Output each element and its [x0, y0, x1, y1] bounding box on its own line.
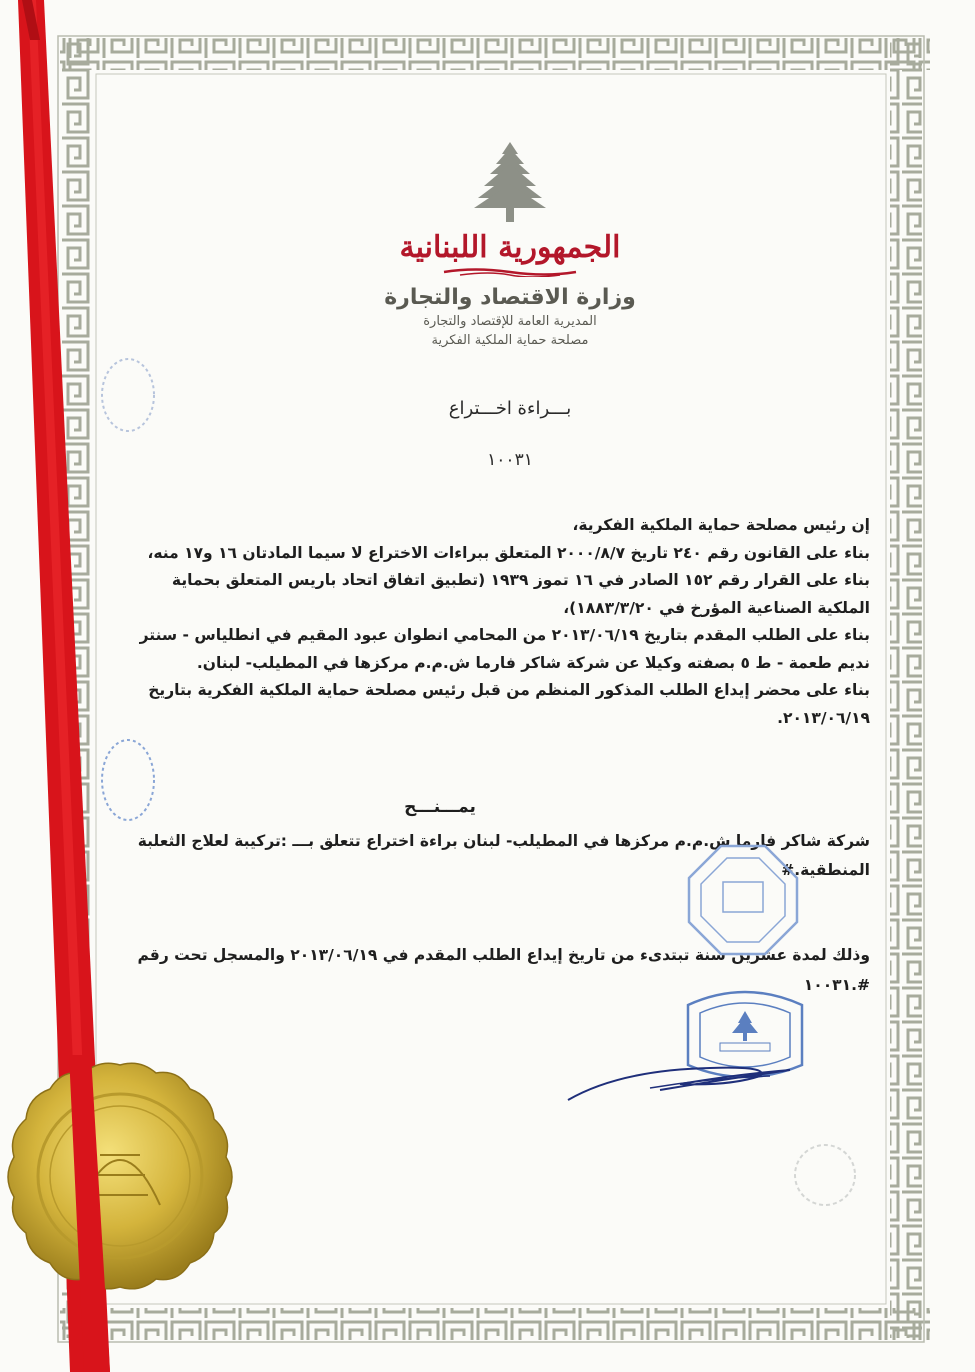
duration-line: وذلك لمدة عشرين سنة تبتدىء من تاريخ إيداع الطلب المقدم في ٢٠١٣/٠٦/١٩ والمسجل تحت رقم	[137, 946, 870, 964]
body-line: بناء على محضر إيداع الطلب المذكور المنظم من قبل رئيس مصلحة حماية الملكية الفكرية بتاريخ	[148, 681, 870, 699]
ribbon-over-seal	[0, 1055, 200, 1372]
body-line: إن رئيس مصلحة حماية الملكية الفكرية،	[572, 516, 870, 534]
office-name: مصلحة حماية الملكية الفكرية	[431, 333, 589, 348]
cedar-icon	[470, 140, 550, 224]
body-line: نديم طعمة - ط ٥ بصفته وكيلا عن شركة شاكر فارما ش.م.م مركزها في المطيلب- لبنان.	[196, 653, 870, 672]
body-line: بناء على الطلب المقدم بتاريخ ٢٠١٣/٠٦/١٩ من المحامي انطوان عبود المقيم في انطلياس - سنتر	[139, 626, 870, 644]
grant-heading: يمـــنـــح	[404, 797, 476, 817]
ministry-name: وزارة الاقتصاد والتجارة	[384, 285, 636, 310]
grant-line: المنطقية.#	[781, 861, 870, 879]
directorate-name: المديرية العامة للإقتصاد والتجارة	[423, 314, 597, 329]
document-number: ١٠٠٣١	[487, 450, 533, 470]
blue-stamp	[683, 840, 803, 960]
letterhead	[300, 140, 720, 348]
duration-line: #.١٠٠٣١	[803, 976, 870, 994]
red-underline	[440, 267, 580, 277]
body-line: ٢٠١٣/٠٦/١٩.	[777, 708, 870, 727]
body-line: بناء على القرار رقم ١٥٢ الصادر في ١٦ تموز ١٩٣٩ (تطبيق اتفاق اتحاد باريس المتعلق بحماية	[171, 571, 870, 589]
body-line: الملكية الصناعية المؤرخ في ١٨٨٣/٣/٢٠)،	[563, 598, 870, 617]
document-title: بـــراءة اخـــتراع	[448, 398, 572, 419]
body-text	[130, 512, 870, 732]
faded-stamp-right	[790, 1140, 860, 1210]
grant-line: شركة شاكر فارما ش.م.م مركزها في المطيلب- لبنان براءة اختراع تتعلق بـــ :تركيبة لعلاج الثعلبة	[137, 832, 870, 850]
signature	[560, 1040, 800, 1110]
body-line: بناء على القانون رقم ٢٤٠ تاريخ ٢٠٠٠/٨/٧ المتعلق ببراءات الاختراع لا سيما المادتان ١٦ و١٧ منه،	[147, 543, 870, 562]
republic-title: الجمهورية اللبنانية	[399, 230, 621, 265]
